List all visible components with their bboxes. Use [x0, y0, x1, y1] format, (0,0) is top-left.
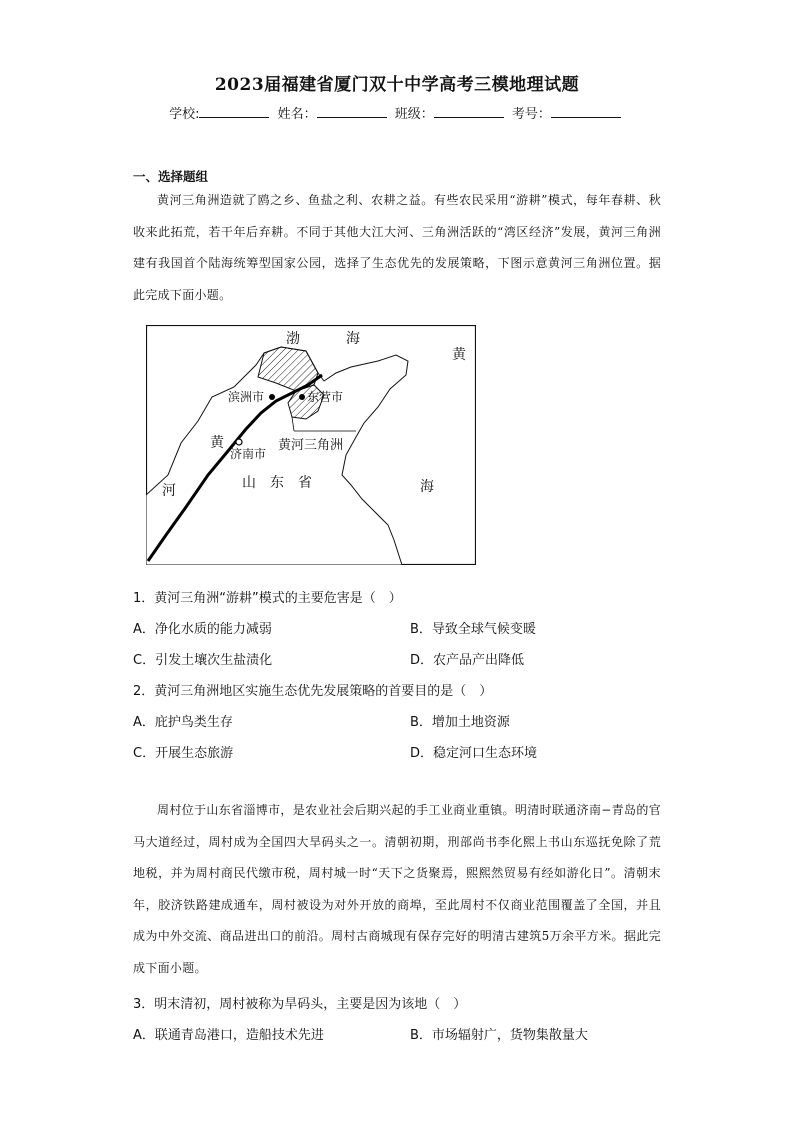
yellow-river-delta-map — [146, 325, 476, 565]
q1-option-c[interactable]: C．引发土壤次生盐渍化 — [133, 653, 273, 668]
q2-option-b[interactable]: B．增加土地资源 — [410, 715, 510, 730]
name-label: 姓名： — [277, 107, 317, 122]
school-label: 学校: — [169, 107, 200, 122]
label-dongying: 东营市 — [307, 390, 344, 404]
label-river-1: 黄 — [210, 435, 224, 451]
question-2-stem: 2．黄河三角洲地区实施生态优先发展策略的首要目的是（ ） — [133, 684, 493, 699]
label-binzhou: 滨洲市 — [228, 390, 265, 404]
student-info-line — [0, 103, 794, 122]
q2-option-a[interactable]: A．庇护鸟类生存 — [133, 715, 233, 730]
label-province: 山 东 省 — [242, 475, 312, 491]
passage-2: 周村位于山东省淄博市，是农业社会后期兴起的手工业商业重镇。明清时联通济南−青岛的官马大道经过，周村成为全国四大旱码头之一。清朝初期，刑部尚书李化熙上书山东巡抚免除了荒地税，并为周村商民代缴市税，周村城一时“天下之货聚焉，熙熙然贸易有经如游化日”。清朝末年，胶济铁路建成通车，周村被设为对外开放的商埠，至此周村不仅商业范围覆盖了全国，并且成为中外交流、商品进出口的前沿。周村古商城现有保存完好的明清古建筑5万余平方米。据此完成下面小题。 — [133, 803, 661, 975]
jinan-dot — [236, 439, 242, 445]
class-label: 班级： — [394, 107, 434, 122]
page-title: 2023届福建省厦门双十中学高考三模地理试题 — [214, 75, 580, 95]
label-jinan: 济南市 — [230, 447, 267, 461]
label-huanghai-1: 黄 — [452, 347, 466, 363]
q1-option-d[interactable]: D．农产品产出降低 — [410, 653, 525, 668]
q2-option-c[interactable]: C．开展生态旅游 — [133, 746, 234, 761]
q1-option-a[interactable]: A．净化水质的能力减弱 — [133, 622, 272, 637]
section-title: 一、选择题组 — [133, 169, 209, 184]
q1-option-b[interactable]: B．导致全球气候变暖 — [410, 622, 536, 637]
label-huanghai-2: 海 — [420, 479, 434, 495]
exam-number-label: 考号： — [511, 107, 551, 122]
question-1-stem: 1．黄河三角洲“游耕”模式的主要危害是（ ） — [133, 591, 402, 606]
label-delta: 黄河三角洲 — [278, 438, 344, 453]
q3-option-b[interactable]: B．市场辐射广，货物集散量大 — [410, 1028, 588, 1043]
q2-option-d[interactable]: D．稳定河口生态环境 — [410, 746, 538, 761]
label-bohai-1: 渤 — [286, 331, 300, 347]
name-blank[interactable] — [317, 105, 387, 118]
class-blank[interactable] — [434, 105, 504, 118]
passage-1: 黄河三角洲造就了鸥之乡、鱼盐之利、农耕之益。有些农民采用“游耕”模式，每年春耕、秋收来此拓荒，若干年后弃耕。不同于其他大江大河、三角洲活跃的“湾区经济”发展，黄河三角洲建有我国首个陆海统筹型国家公园，选择了生态优先的发展策略，下图示意黄河三角洲位置。据此完成下面小题。 — [133, 193, 661, 302]
label-river-2: 河 — [162, 483, 176, 499]
label-bohai-2: 海 — [346, 331, 360, 347]
exam-number-blank[interactable] — [551, 105, 621, 118]
dongying-dot — [299, 394, 305, 400]
school-blank[interactable] — [199, 105, 269, 118]
q3-option-a[interactable]: A．联通青岛港口，造船技术先进 — [133, 1028, 324, 1043]
question-3-stem: 3．明末清初，周村被称为旱码头，主要是因为该地（ ） — [133, 997, 467, 1012]
binzhou-dot — [269, 394, 275, 400]
